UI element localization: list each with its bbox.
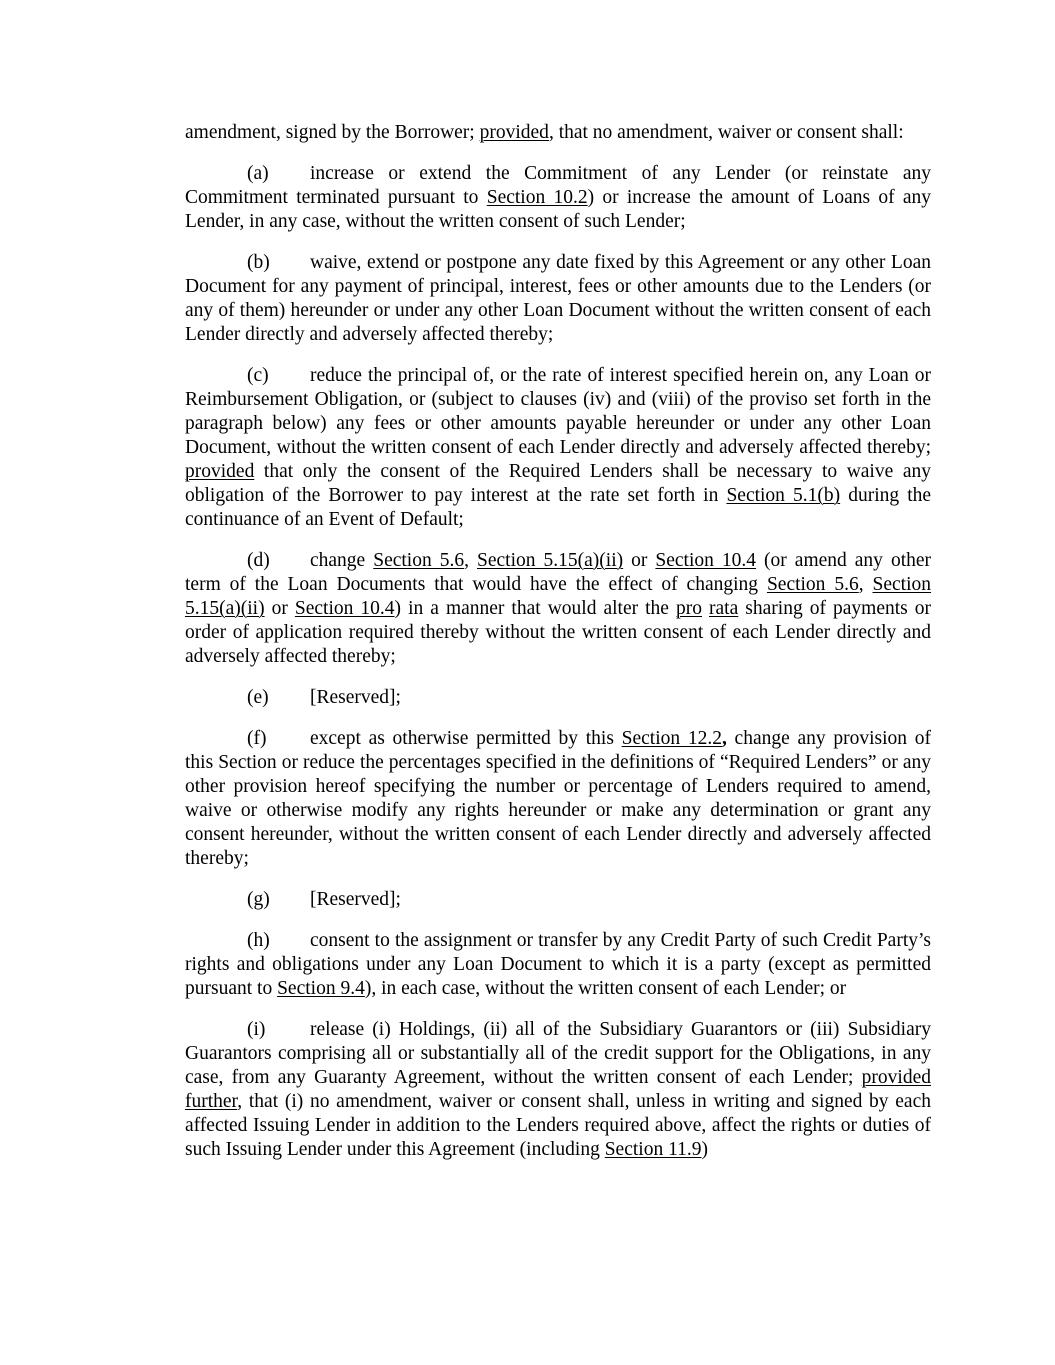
paragraph-clause-c <box>185 364 931 532</box>
text-segment: , <box>858 574 873 595</box>
text-segment: release (i) Holdings, (ii) all of the Subsidiary Guarantors or (iii) Subsidiary Guarantors comprising all or substantially all of the credit support for the Obligations, in any case, from any Guaranty Agreement, without the written consent of each Lender; <box>185 1019 931 1088</box>
text-segment: consent to the assignment or transfer by any Credit Party of such Credit Party’s rights and obligations under any Loan Document to which it is a party (except as permitted pursuant to <box>185 930 931 999</box>
underlined-text: Section 5.1(b) <box>726 485 841 506</box>
underlined-text: further <box>185 1091 238 1112</box>
text-segment: , <box>464 550 478 571</box>
underlined-text: Section 10.4 <box>294 598 395 619</box>
paragraph-clause-d <box>185 549 931 669</box>
underlined-text: provided <box>861 1067 931 1088</box>
text-segment: , <box>721 728 727 749</box>
paragraph-label: (b) <box>247 252 270 273</box>
underlined-text: Section 9.4 <box>277 978 365 999</box>
text-segment: or <box>623 550 656 571</box>
paragraph-label: (d) <box>247 550 270 571</box>
paragraph-label: (c) <box>247 365 269 386</box>
paragraph-label: (a) <box>247 163 269 184</box>
paragraph-label: (e) <box>247 687 269 708</box>
text-segment: ) <box>701 1139 708 1160</box>
underlined-text: provided <box>185 461 255 482</box>
underlined-text: Section 10.4 <box>655 550 757 571</box>
text-segment: waive, extend or postpone any date fixed by this Agreement or any other Loan Document for any payment of principal, interest, fees or other amounts due to the Lenders (or any of them) hereunder or under any other Loan Document without the written consent of each Lender directly and adversely affected thereby; <box>185 252 931 345</box>
paragraph-label: (h) <box>247 930 270 951</box>
paragraph-clause-i <box>185 1018 931 1162</box>
text-segment: [Reserved]; <box>310 687 401 708</box>
text-segment: increase or extend the Commitment of any Lender (or reinstate any Commitment terminated pursuant to <box>185 163 931 208</box>
underlined-text: Section 5.15(a)(ii) <box>477 550 624 571</box>
underlined-text: Section 5.6 <box>766 574 859 595</box>
underlined-text: Section 10.2 <box>486 187 588 208</box>
text-segment: during the continuance of an Event of Default; <box>185 485 932 530</box>
underlined-text: Section 11.9 <box>604 1139 702 1160</box>
underlined-text: Section 5.15(a)(ii) <box>185 574 932 619</box>
text-segment: [Reserved]; <box>310 889 401 910</box>
text-segment: change any provision of this Section or reduce the percentages specified in the definitions of “Required Lenders” or any other provision hereof specifying the number or percentage of Lenders required to amend, waive or otherwise modify any rights hereunder or make any determination or grant any consent hereunder, without the written consent of each Lender directly and adversely affected thereby; <box>185 728 931 869</box>
paragraph-label: (f) <box>247 728 267 749</box>
paragraph-clause-a <box>185 162 931 234</box>
underlined-text: rata <box>709 598 739 619</box>
paragraph-clause-h <box>185 929 931 1001</box>
paragraph-label: (i) <box>247 1019 266 1040</box>
text-segment: , that no amendment, waiver or consent shall: <box>548 122 904 143</box>
paragraph-intro-continuation <box>185 121 931 145</box>
text-segment: (or amend any other term of the Loan Documents that would have the effect of changing <box>185 550 932 595</box>
underlined-text: Section 5.6 <box>373 550 465 571</box>
text-segment <box>702 598 709 619</box>
text-segment: , that (i) no amendment, waiver or consent shall, unless in writing and signed by each affected Issuing Lender in addition to the Lenders required above, affect the rights or duties of such Issuing Lender under this Agreement (including <box>185 1091 931 1160</box>
document-body <box>185 121 931 1179</box>
text-segment: or <box>264 598 295 619</box>
text-segment: that only the consent of the Required Lenders shall be necessary to waive any obligation of the Borrower to pay interest at the rate set forth in <box>185 461 931 506</box>
text-segment: reduce the principal of, or the rate of interest specified herein on, any Loan or Reimbursement Obligation, or (subject to clauses (iv) and (viii) of the proviso set forth in the paragraph below) any fees or other amounts payable hereunder or under any other Loan Document, without the written consent of each Lender directly and adversely affected thereby; <box>185 365 931 458</box>
text-segment: amendment, signed by the Borrower; <box>185 122 480 143</box>
text-segment: sharing of payments or order of application required thereby without the written consent of each Lender directly and adversely affected thereby; <box>185 598 931 667</box>
paragraph-clause-e <box>185 686 931 710</box>
text-segment: change <box>310 550 374 571</box>
underlined-text: provided <box>479 122 549 143</box>
underlined-text: Section 12.2 <box>621 728 722 749</box>
text-segment: ) or increase the amount of Loans of any Lender, in any case, without the written consent of such Lender; <box>185 187 932 232</box>
text-segment: except as otherwise permitted by this <box>310 728 622 749</box>
text-segment: ) in a manner that would alter the <box>394 598 676 619</box>
paragraph-label: (g) <box>247 889 270 910</box>
paragraph-clause-f <box>185 727 931 871</box>
underlined-text: pro <box>676 598 702 619</box>
paragraph-clause-g <box>185 888 931 912</box>
paragraph-clause-b <box>185 251 931 347</box>
text-segment: ), in each case, without the written consent of each Lender; or <box>364 978 847 999</box>
